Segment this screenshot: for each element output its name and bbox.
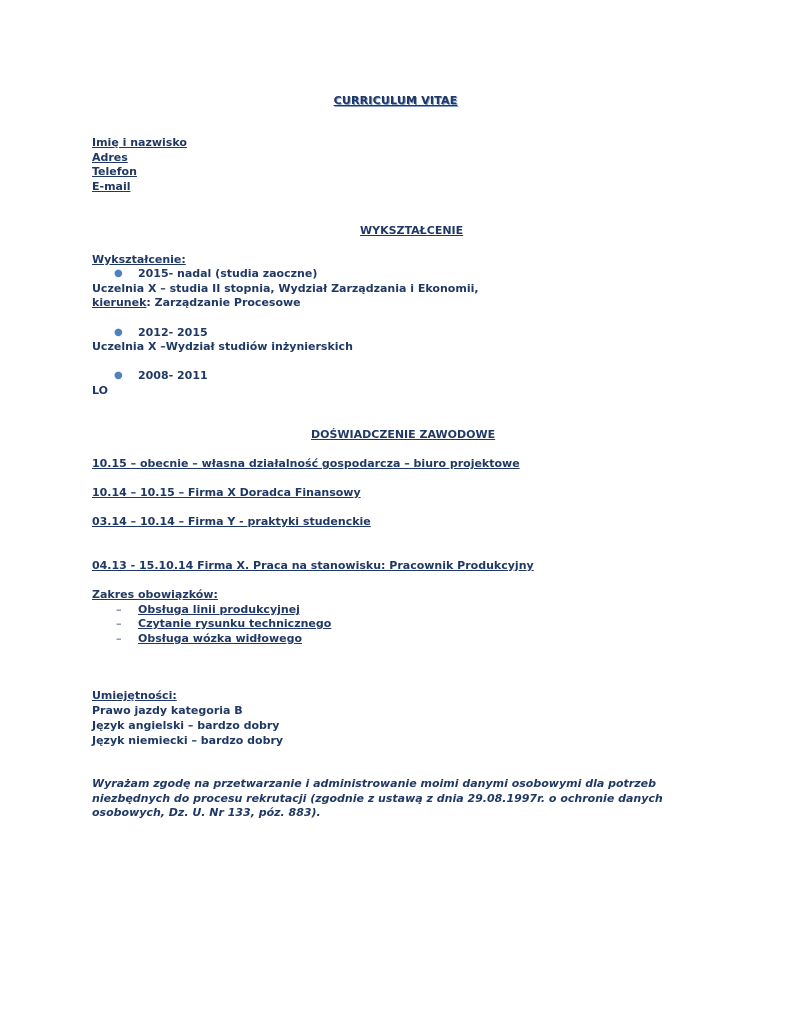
duty-item: Czytanie rysunku technicznego — [138, 617, 332, 630]
education-period: 2008- 2011 — [138, 369, 208, 382]
name-field: Imię i nazwisko — [92, 136, 187, 149]
bullet-icon: ● — [114, 327, 123, 338]
bullet-icon: ● — [114, 268, 123, 279]
address-field: Adres — [92, 151, 128, 164]
education-field-of-study — [92, 296, 301, 310]
document-title: CURRICULUM VITAE — [333, 94, 458, 107]
email-field: E-mail — [92, 180, 131, 193]
skills-label: Umiejętności: — [92, 689, 177, 702]
duty-item: Obsługa linii produkcyjnej — [138, 603, 300, 616]
experience-entry: 10.14 – 10.15 – Firma X Doradca Finansowy — [92, 486, 361, 499]
experience-entry: 03.14 – 10.14 – Firma Y - praktyki studenckie — [92, 515, 371, 528]
skill-item: Język niemiecki – bardzo dobry — [92, 734, 284, 747]
experience-entry: 04.13 - 15.10.14 Firma X. Praca na stanowisku: Pracownik Produkcyjny — [92, 559, 534, 572]
education-period: 2015- nadal (studia zaoczne) — [138, 267, 318, 280]
dash-icon: – — [116, 617, 122, 630]
education-label: Wykształcenie: — [92, 253, 186, 266]
bullet-icon: ● — [114, 370, 123, 381]
dash-icon: – — [116, 603, 122, 616]
field-of-study-label: kierunek — [92, 296, 147, 309]
skill-item: Język angielski – bardzo dobry — [92, 719, 280, 732]
experience-entry: 10.15 – obecnie – własna działalność gospodarcza – biuro projektowe — [92, 457, 520, 470]
education-school: Uczelnia X –Wydział studiów inżynierskich — [92, 340, 353, 353]
education-school: LO — [92, 384, 108, 397]
education-period: 2012- 2015 — [138, 326, 208, 339]
skill-item: Prawo jazdy kategoria B — [92, 704, 243, 717]
duties-label: Zakres obowiązków: — [92, 588, 218, 601]
experience-heading: DOŚWIADCZENIE ZAWODOWE — [311, 428, 496, 441]
dash-icon: – — [116, 632, 122, 645]
consent-clause: Wyrażam zgodę na przetwarzanie i administrowanie moimi danymi osobowymi dla potrzeb niezbędnych do procesu rekrutacji (zgodnie z ustawą z dnia 29.08.1997r. o ochronie danych osobowych, Dz. U. Nr 133, póz. 883). — [92, 777, 663, 819]
field-of-study-value: : Zarządzanie Procesowe — [146, 296, 301, 309]
duty-item: Obsługa wózka widłowego — [138, 632, 303, 645]
education-heading: WYKSZTAŁCENIE — [360, 224, 464, 237]
phone-field: Telefon — [92, 165, 137, 178]
education-school: Uczelnia X – studia II stopnia, Wydział Zarządzania i Ekonomii, — [92, 282, 479, 295]
